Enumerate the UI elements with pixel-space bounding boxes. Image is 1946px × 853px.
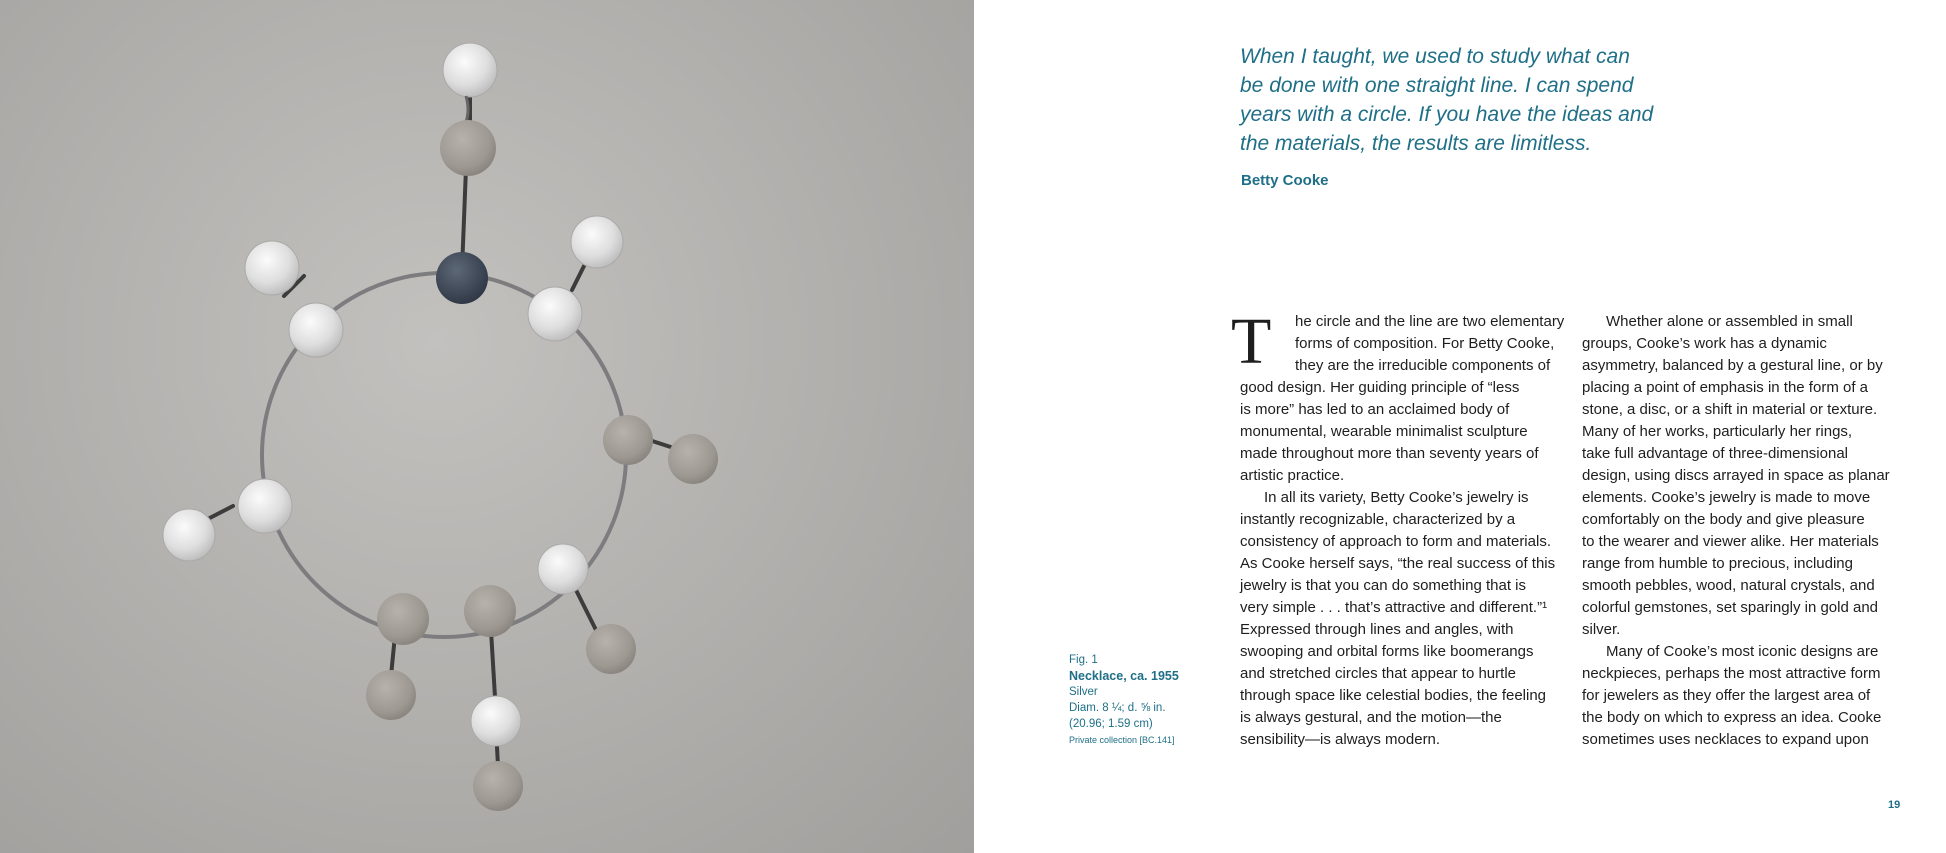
text-line: monumental, wearable minimalist sculpture: [1240, 423, 1528, 440]
text-line: Many of her works, particularly her rings,: [1582, 423, 1853, 440]
quote-line: When I taught, we used to study what can: [1240, 45, 1630, 68]
text-line: groups, Cooke’s work has a dynamic: [1582, 335, 1827, 352]
text-line: the body on which to express an idea. Cooke: [1582, 709, 1882, 726]
text-line: take full advantage of three-dimensional: [1582, 445, 1849, 462]
text-line: In all its variety, Betty Cooke’s jewelry is: [1264, 489, 1529, 506]
text-line: through space like celestial bodies, the feeling: [1240, 687, 1547, 704]
text-line: he circle and the line are two elementary: [1295, 313, 1565, 330]
text-line: range from humble to precious, including: [1582, 555, 1853, 572]
text-line: for jewelers as they offer the largest area of: [1582, 687, 1871, 704]
text-line: sometimes uses necklaces to expand upon: [1582, 731, 1869, 748]
text-line: elements. Cooke’s jewelry is made to move: [1582, 489, 1871, 506]
figure-title: Necklace, ca. 1955: [1069, 669, 1179, 683]
figure-number: Fig. 1: [1069, 654, 1098, 666]
quote-line: the materials, the results are limitless.: [1240, 132, 1592, 155]
text-line: As Cooke herself says, “the real success of this: [1240, 555, 1556, 572]
text-line: Whether alone or assembled in small: [1606, 313, 1853, 330]
page-number: 19: [1888, 799, 1901, 811]
figure-caption: [1069, 652, 1179, 748]
text-line: silver.: [1582, 621, 1621, 638]
text-line: Many of Cooke’s most iconic designs are: [1606, 643, 1879, 660]
text-line: they are the irreducible components of: [1295, 357, 1551, 374]
drop-cap: T: [1231, 305, 1272, 378]
figure-material: Silver: [1069, 686, 1098, 698]
text-line: smooth pebbles, wood, natural crystals, and: [1582, 577, 1875, 594]
quote-attribution: Betty Cooke: [1241, 172, 1329, 189]
figure-dimensions-metric: (20.96; 1.59 cm): [1069, 718, 1153, 730]
text-line: asymmetry, balanced by a gestural line, or by: [1582, 357, 1883, 374]
figure-collection: Private collection [BC.141]: [1069, 735, 1175, 745]
text-line: is more” has led to an acclaimed body of: [1240, 401, 1510, 418]
text-line: very simple . . . that’s attractive and different.”¹: [1240, 599, 1548, 616]
text-line: colorful gemstones, set sparingly in gold and: [1582, 599, 1879, 616]
figure-dimensions: Diam. 8 ¼; d. ⅝ in.: [1069, 702, 1166, 714]
text-line: and stretched circles that appear to hurtle: [1240, 665, 1516, 682]
text-line: forms of composition. For Betty Cooke,: [1295, 335, 1555, 352]
text-line: jewelry is that you can do something that is: [1240, 577, 1526, 594]
text-line: Expressed through lines and angles, with: [1240, 621, 1514, 638]
body-column-1: [1240, 311, 1570, 751]
text-line: good design. Her guiding principle of “less: [1240, 379, 1520, 396]
text-line: comfortably on the body and give pleasure: [1582, 511, 1865, 528]
text-line: swooping and orbital forms like boomerangs: [1240, 643, 1534, 660]
text-line: placing a point of emphasis in the form of a: [1582, 379, 1868, 396]
text-line: instantly recognizable, characterized by a: [1240, 511, 1516, 528]
text-line: stone, a disc, or a shift in material or texture.: [1582, 401, 1878, 418]
text-line: artistic practice.: [1240, 467, 1345, 484]
text-line: design, using discs arrayed in space as planar: [1582, 467, 1890, 484]
text-line: made throughout more than seventy years of: [1240, 445, 1539, 462]
body-column-2: [1582, 311, 1912, 751]
text-line: to the wearer and viewer alike. Her materials: [1582, 533, 1879, 550]
pull-quote: [1240, 42, 1700, 158]
text-line: sensibility—is always modern.: [1240, 731, 1441, 748]
quote-line: be done with one straight line. I can spend: [1240, 74, 1634, 97]
text-line: consistency of approach to form and materials.: [1240, 533, 1551, 550]
quote-line: years with a circle. If you have the ideas and: [1240, 103, 1654, 126]
text-line: is always gestural, and the motion—the: [1240, 709, 1502, 726]
text-line: neckpieces, perhaps the most attractive form: [1582, 665, 1881, 682]
